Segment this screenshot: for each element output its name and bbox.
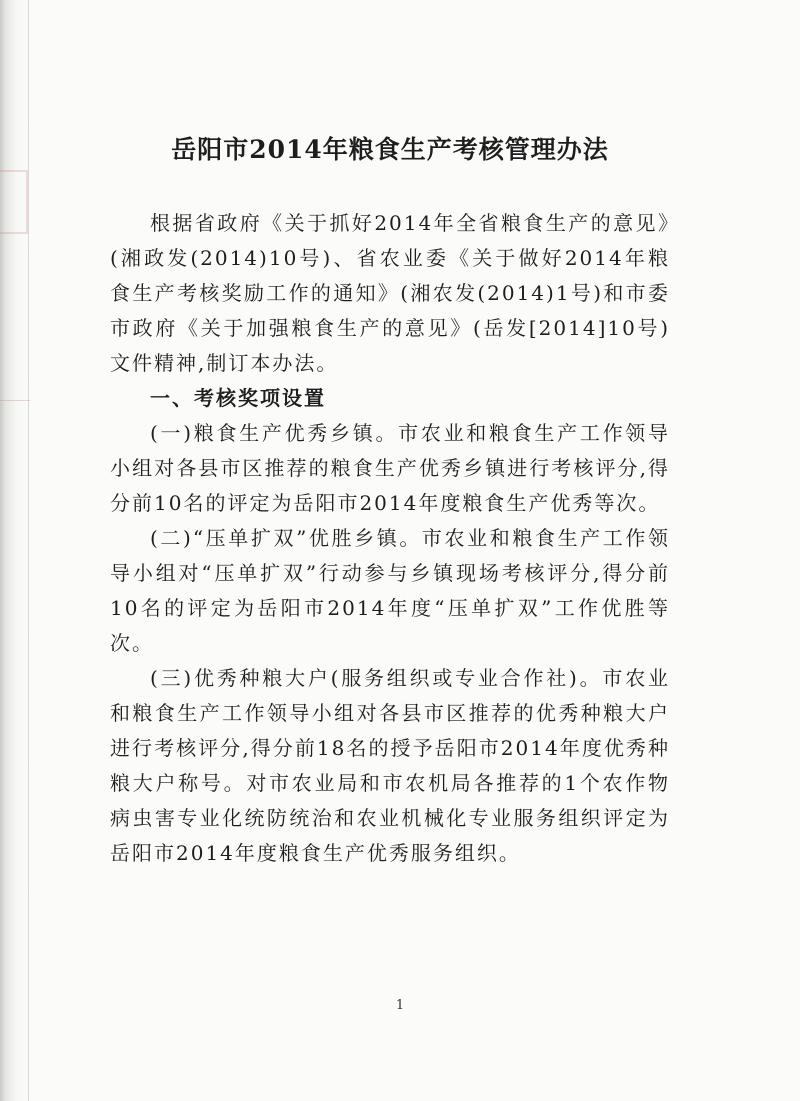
paragraph-excellent-grain-growers: (三)优秀种粮大户(服务组织或专业合作社)。市农业和粮食生产工作领导小组对各县市区推荐的优秀种粮大户进行考核评分,得分前18名的授予岳阳市2014年度优秀种粮大户称号。对市农业局和市农机局各推荐的1个农作物病虫害专业化统防统治和农业机械化专业服务组织评定为岳阳市2014年度粮食生产优秀服务组织。	[110, 666, 670, 865]
intro-paragraph: 根据省政府《关于抓好2014年全省粮食生产的意见》(湘政发(2014)10号)、省农业委《关于做好2014年粮食生产考核奖励工作的通知》(湘农发(2014)1号)和市委市政府《关于加强粮食生产的意见》(岳发[2014]10号)文件精神,制订本办法。	[110, 211, 670, 375]
document-body	[110, 130, 670, 871]
margin-mark	[0, 400, 30, 401]
paragraph-excellent-townships: (一)粮食生产优秀乡镇。市农业和粮食生产工作领导小组对各县市区推荐的粮食生产优秀乡镇进行考核评分,得分前10名的评定为岳阳市2014年度粮食生产优秀等次。	[110, 421, 670, 515]
document-title: 岳阳市2014年粮食生产考核管理办法	[171, 135, 609, 164]
page-number: 1	[395, 998, 405, 1013]
section-heading-award-setup: 一、考核奖项设置	[150, 386, 326, 410]
stamp-bleed-mark	[0, 170, 28, 234]
binding-edge	[28, 0, 29, 1101]
paragraph-single-to-double-townships: (二)“压单扩双”优胜乡镇。市农业和粮食生产工作领导小组对“压单扩双”行动参与乡镇现场考核评分,得分前10名的评定为岳阳市2014年度“压单扩双”工作优胜等次。	[110, 526, 670, 655]
